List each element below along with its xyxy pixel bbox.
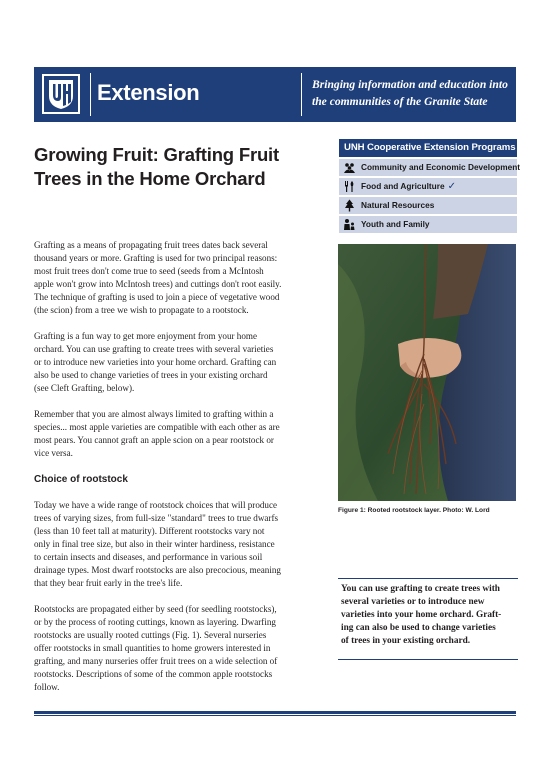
paragraph: Grafting is a fun way to get more enjoyment from your home orchard. You can use grafting to create trees with several varieties or to introduce new varieties into your home orchard. Grafting can also be used to change varieties of trees in your existing orchard (see Cleft Grafting, below). [34,331,277,393]
article-body [34,239,316,707]
paragraph: Grafting as a means of propagating fruit trees dates back several thousand years or more. Grafting is used for two principal reasons: most fruit trees don't come true to seed (seeds from a McIntosh apple won't grow into McIntosh trees) and cuttings don't root easily. The technique of grafting is used to join a piece of vegetative wood (the scion) from a tree we wish to propagate to a rootstock. [34,240,282,315]
footer-rule [34,711,516,714]
community-icon [343,161,356,174]
header-banner [34,67,516,122]
paragraph: Remember that you are almost always limited to grafting within a species... most apple varieties are compatible with each other as are most pears. You cannot graft an apple scion on a pear rootstock or vice versa. [34,409,280,458]
program-natural-resources[interactable] [339,197,517,214]
figure-caption: Figure 1: Rooted rootstock layer. Photo: W. Lord [338,507,490,514]
logo-divider [90,73,91,116]
pull-quote [338,578,518,660]
tagline: Bringing information and education into the communities of the Granite State [312,78,508,108]
tagline-divider [301,73,302,116]
program-food-agriculture[interactable] [339,178,517,195]
programs-panel [339,139,521,233]
paragraph: Today we have a wide range of rootstock choices that will produce trees of varying sizes, from full-size "standard" trees to true dwarfs (less than 10 feet tall at maturity). Different rootstocks vary not only in final tree size, but also in their winter hardiness, resistance to certain insects and diseases, and performance in various soil drainage types. Most dwarf rootstocks are also precocious, meaning that they bear fruit early in the tree's life. [34,500,281,588]
unh-shield-icon [44,76,78,112]
program-youth-family[interactable] [339,216,517,233]
page-title: Growing Fruit: Grafting Fruit Trees in the Home Orchard [34,144,279,189]
pull-quote-text: You can use grafting to create trees with several varieties or to introduce new varieties into your home orchard. Graft- ing can also be used to change varieties of trees in your existing orchard. [341,584,502,646]
food-agriculture-icon [343,180,356,193]
program-label: Natural Resources [361,200,435,210]
unh-logo [42,74,80,114]
section-heading: Choice of rootstock [34,474,128,485]
program-label: Community and Economic Development [361,162,521,172]
tree-icon [343,199,356,212]
programs-heading: UNH Cooperative Extension Programs [339,139,517,157]
program-label: Food and Agriculture [361,181,445,191]
program-community[interactable] [339,159,521,176]
rootstock-photo [338,244,516,501]
program-label: Youth and Family [361,219,430,229]
youth-family-icon [343,218,356,231]
paragraph: Rootstocks are propagated either by seed (for seedling rootstocks), or by the process of rooting cuttings, known as layering. Dwarfing rootstocks are usually rooted cuttings (Fig. 1). Several nurseries offer rootstocks in small quantities to home growers interested in grafting, and many nurseries offer fruit trees on a wide selection of rootstocks. Descriptions of some of the common apple rootstocks follow. [34,604,278,692]
brand-name: Extension [97,80,200,105]
checkmark-icon: ✓ [447,181,456,192]
footer-rule-thin [34,715,516,716]
